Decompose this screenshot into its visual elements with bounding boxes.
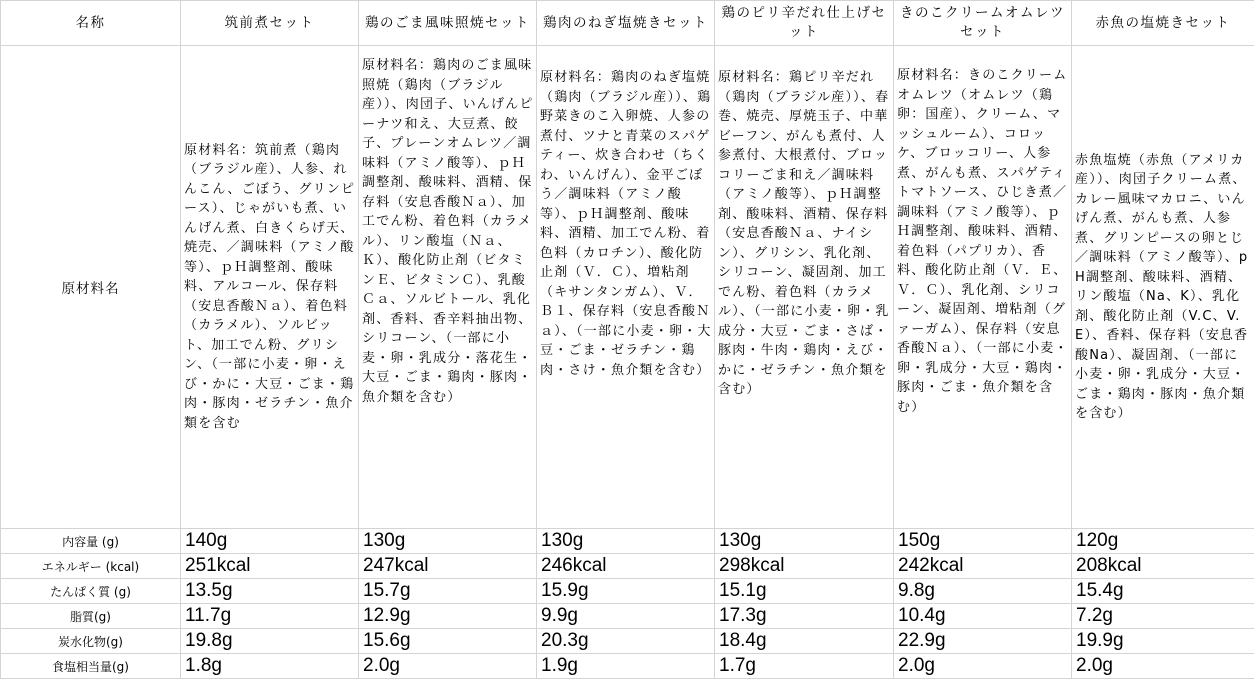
value-cell: 130g	[715, 529, 894, 554]
value-cell: 251kcal	[181, 554, 359, 579]
row-label: 内容量 (g)	[1, 529, 181, 554]
row-label: 食塩相当量(g)	[1, 654, 181, 679]
row-label: エネルギー (kcal)	[1, 554, 181, 579]
nutrition-row-energy	[1, 554, 1254, 579]
ingredients-cell: 原材料名：きのこクリームオムレツ（オムレツ（鶏卵：国産）、クリーム、マッシュルーム）、コロッケ、ブロッコリー、人参煮、がんも煮、スパゲティトマトソース、ひじき煮／調味料（アミノ酸等）、ｐＨ調整剤、酸味料、酒精、着色料（パプリカ）、香料、酸化防止剤（Ｖ．Ｅ、Ｖ．Ｃ）、乳化剤、シリコーン、凝固剤、増粘剤（グァーガム）、保存料（安息香酸Ｎａ）、（一部に小麦・卵・乳成分・大豆・鶏肉・豚肉・ごま・魚介類を含む）	[894, 46, 1072, 529]
nutrition-row-protein	[1, 579, 1254, 604]
header-row	[1, 1, 1254, 46]
product-name-header: 鶏のピリ辛だれ仕上げセット	[715, 1, 894, 46]
product-name-header: きのこクリームオムレツセット	[894, 1, 1072, 46]
value-cell: 7.2g	[1072, 604, 1254, 629]
value-cell: 12.9g	[359, 604, 537, 629]
value-cell: 13.5g	[181, 579, 359, 604]
nutrition-row-carbohydrate	[1, 629, 1254, 654]
value-cell: 247kcal	[359, 554, 537, 579]
ingredients-cell: 原材料名：鶏肉のごま風味照焼（鶏肉（ブラジル産））、肉団子、いんげんピーナツ和え、大豆煮、餃子、プレーンオムレツ／調味料（アミノ酸等）、ｐＨ調整剤、酸味料、酒精、保存料（安息香酸Ｎａ）、加工でん粉、着色料（カラメル）、リン酸塩（Ｎａ、Ｋ）、酸化防止剤（ビタミンＥ、ビタミンＣ）、乳酸Ｃａ、ソルビトール、乳化剤、香料、香辛料抽出物、シリコーン、（一部に小麦・卵・乳成分・落花生・大豆・ごま・鶏肉・豚肉・魚介類を含む）	[359, 46, 537, 529]
product-name-header: 鶏のごま風味照焼セット	[359, 1, 537, 46]
nutrition-row-content	[1, 529, 1254, 554]
value-cell: 15.7g	[359, 579, 537, 604]
value-cell: 17.3g	[715, 604, 894, 629]
value-cell: 130g	[359, 529, 537, 554]
ingredients-row	[1, 46, 1254, 529]
value-cell: 298kcal	[715, 554, 894, 579]
ingredients-cell: 原材料名：筑前煮（鶏肉（ブラジル産）、人参、れんこん、ごぼう、グリンピース）、じゃがいも煮、いんげん煮、白きくらげ天、焼売、／調味料（アミノ酸等）、ｐＨ調整剤、酸味料、アルコール、保存料（安息香酸Ｎａ）、着色料（カラメル）、ソルビット、加工でん粉、グリシン、（一部に小麦・卵・えび・かに・大豆・ごま・鶏肉・豚肉・ゼラチン・魚介類を含む	[181, 46, 359, 529]
value-cell: 120g	[1072, 529, 1254, 554]
value-cell: 2.0g	[359, 654, 537, 679]
value-cell: 1.9g	[537, 654, 715, 679]
value-cell: 15.6g	[359, 629, 537, 654]
ingredients-label: 原材料名	[1, 46, 181, 529]
value-cell: 150g	[894, 529, 1072, 554]
value-cell: 15.4g	[1072, 579, 1254, 604]
value-cell: 1.8g	[181, 654, 359, 679]
product-name-header: 赤魚の塩焼きセット	[1072, 1, 1254, 46]
ingredients-cell: 原材料名：鶏ピリ辛だれ（鶏肉（ブラジル産））、春巻、焼売、厚焼玉子、中華ビーフン、がんも煮付、人参煮付、大根煮付、ブロッコリーごま和え／調味料（アミノ酸等）、ｐＨ調整剤、酸味料、酒精、保存料（安息香酸Ｎａ、ナイシン）、グリシン、乳化剤、シリコーン、凝固剤、加工でん粉、着色料（カラメル）、（一部に小麦・卵・乳成分・大豆・ごま・さば・豚肉・牛肉・鶏肉・えび・かに・ゼラチン・魚介類を含む）	[715, 46, 894, 529]
value-cell: 9.9g	[537, 604, 715, 629]
value-cell: 22.9g	[894, 629, 1072, 654]
ingredients-cell: 原材料名：鶏肉のねぎ塩焼（鶏肉（ブラジル産））、鶏野菜きのこ入卵焼、人参の煮付、ツナと青菜のスパゲティー、炊き合わせ（ちくわ、いんげん）、金平ごぼう／調味料（アミノ酸等）、ｐＨ調整剤、酸味料、酒精、加工でん粉、着色料（カロチン）、酸化防止剤（Ｖ．Ｃ）、増粘剤（キサンタンガム）、Ｖ．Ｂ１、保存料（安息香酸Ｎａ）、（一部に小麦・卵・大豆・ごま・ゼラチン・鶏肉・さけ・魚介類を含む）	[537, 46, 715, 529]
value-cell: 20.3g	[537, 629, 715, 654]
row-label: 炭水化物(g)	[1, 629, 181, 654]
corner-label: 名称	[1, 1, 181, 46]
ingredients-cell: 赤魚塩焼（赤魚（アメリカ産））、肉団子クリーム煮、カレー風味マカロニ、いんげん煮、がんも煮、人参煮、グリンピースの卵とじ／調味料（アミノ酸等）、pH調整剤、酸味料、酒精、リン酸塩（Na、K）、乳化剤、酸化防止剤（V.C、V.E）、香料、保存料（安息香酸Na）、凝固剤、（一部に小麦・卵・乳成分・大豆・ごま・鶏肉・豚肉・魚介類を含む）	[1072, 46, 1254, 529]
product-name-header: 鶏肉のねぎ塩焼きセット	[537, 1, 715, 46]
value-cell: 19.9g	[1072, 629, 1254, 654]
value-cell: 10.4g	[894, 604, 1072, 629]
row-label: たんぱく質 (g)	[1, 579, 181, 604]
value-cell: 18.4g	[715, 629, 894, 654]
value-cell: 246kcal	[537, 554, 715, 579]
value-cell: 15.9g	[537, 579, 715, 604]
value-cell: 15.1g	[715, 579, 894, 604]
row-label: 脂質(g)	[1, 604, 181, 629]
value-cell: 208kcal	[1072, 554, 1254, 579]
value-cell: 242kcal	[894, 554, 1072, 579]
product-name-header: 筑前煮セット	[181, 1, 359, 46]
nutrition-row-fat	[1, 604, 1254, 629]
value-cell: 140g	[181, 529, 359, 554]
nutrition-row-salt	[1, 654, 1254, 679]
value-cell: 130g	[537, 529, 715, 554]
value-cell: 2.0g	[1072, 654, 1254, 679]
value-cell: 9.8g	[894, 579, 1072, 604]
value-cell: 2.0g	[894, 654, 1072, 679]
value-cell: 1.7g	[715, 654, 894, 679]
value-cell: 19.8g	[181, 629, 359, 654]
value-cell: 11.7g	[181, 604, 359, 629]
